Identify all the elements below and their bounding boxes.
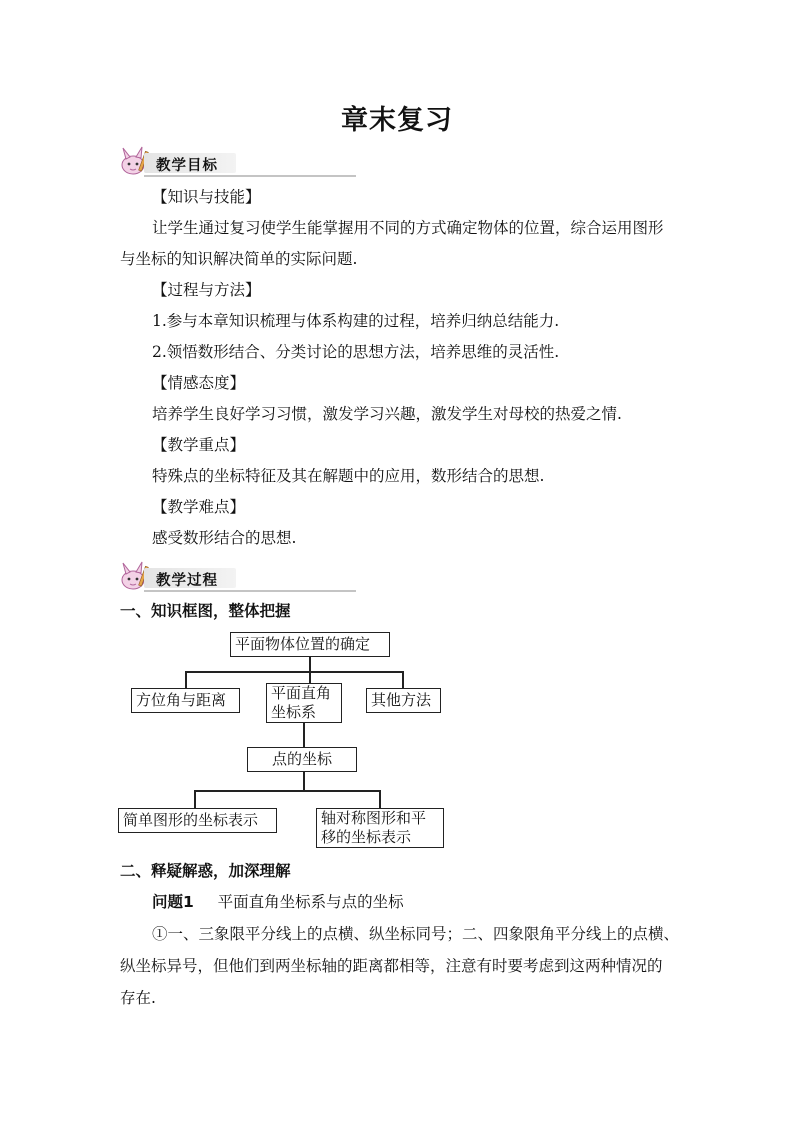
section-heading-objectives — [118, 145, 248, 179]
page-title: 章末复习 — [341, 105, 453, 136]
knowledge-heading: 【知识与技能】 — [152, 188, 261, 206]
knowledge-text-line1: 让学生通过复习使学生能掌握用不同的方式确定物体的位置，综合运用图形 — [152, 219, 664, 237]
process-item-1: 1.参与本章知识梳理与体系构建的过程，培养归纳总结能力. — [152, 312, 560, 330]
process-item-2: 2.领悟数形结合、分类讨论的思想方法，培养思维的灵活性. — [152, 343, 560, 361]
diagram-node-bearing-distance: 方位角与距离 — [131, 688, 240, 713]
diagram-node-root: 平面物体位置的确定 — [230, 632, 390, 657]
diagram-node-coordinate-system: 平面直角 坐标系 — [266, 683, 342, 723]
part1-heading: 一、知识框图，整体把握 — [120, 602, 291, 620]
diagram-node-point-coordinates: 点的坐标 — [247, 747, 357, 772]
diagram-node-simple-shape-coordinates: 简单图形的坐标表示 — [118, 808, 277, 833]
question-1-paragraph-line2: 纵坐标异号，但他们到两坐标轴的距离都相等，注意有时要考虑到这两种情况的 — [120, 957, 663, 975]
question-1-title: 平面直角坐标系与点的坐标 — [217, 893, 404, 911]
difficulty-text: 感受数形结合的思想. — [152, 529, 297, 547]
knowledge-text-line2: 与坐标的知识解决简单的实际问题. — [120, 250, 358, 268]
part2-heading: 二、释疑解惑，加深理解 — [120, 862, 291, 880]
section-heading-label: 教学目标 — [156, 158, 218, 174]
keypoint-heading: 【教学重点】 — [152, 436, 246, 454]
emotion-text: 培养学生良好学习习惯，激发学习兴趣，激发学生对母校的热爱之情. — [152, 405, 622, 423]
process-heading: 【过程与方法】 — [152, 281, 261, 299]
section-heading-process — [118, 560, 248, 594]
section-heading-label: 教学过程 — [156, 573, 218, 589]
question-1-line — [152, 892, 404, 912]
question-1-paragraph-line1: ①一、三象限平分线上的点横、纵坐标同号；二、四象限角平分线上的点横、 — [152, 925, 680, 943]
diagram-node-symmetry-translation: 轴对称图形和平 移的坐标表示 — [316, 808, 444, 848]
diagram-node-other-methods: 其他方法 — [366, 688, 441, 713]
difficulty-heading: 【教学难点】 — [152, 498, 246, 516]
emotion-heading: 【情感态度】 — [152, 374, 246, 392]
question-1-label: 问题1 — [152, 893, 194, 911]
keypoint-text: 特殊点的坐标特征及其在解题中的应用，数形结合的思想. — [152, 467, 545, 485]
question-1-paragraph-line3: 存在. — [120, 989, 156, 1007]
